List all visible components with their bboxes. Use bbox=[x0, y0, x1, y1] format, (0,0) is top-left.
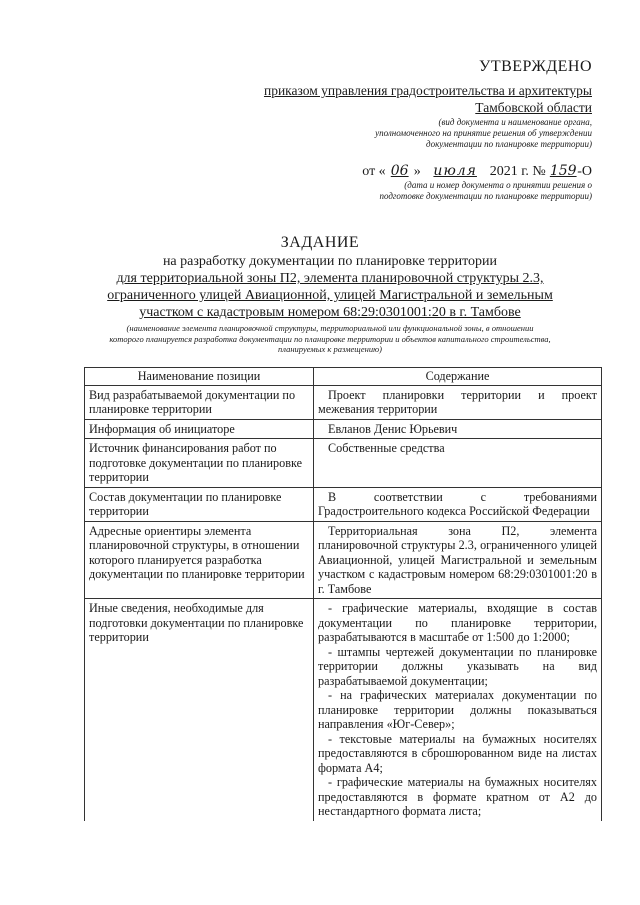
table-row bbox=[85, 521, 602, 599]
approval-note-line2: уполномоченного на принятие решения об утверждении bbox=[375, 128, 592, 138]
row-name: Вид разрабатываемой документации по планировке территории bbox=[85, 385, 314, 419]
table-row bbox=[85, 385, 602, 419]
subject-line2: для территориальной зоны П2, элемента планировочной структуры 2.3, bbox=[116, 271, 544, 286]
subject-line1: на разработку документации по планировке территории bbox=[162, 254, 498, 269]
row-content-list bbox=[314, 599, 602, 821]
list-item: - текстовые материалы на бумажных носителях предоставляются в сброшюрованном виде на листах формата А4; bbox=[318, 731, 597, 775]
subject-note-line1: (наименование элемента планировочной структуры, территориальной или функциональной зоны, в отношении bbox=[126, 323, 534, 333]
order-suffix: -О bbox=[577, 164, 592, 179]
list-item: - графические материалы на бумажных носителях предоставляются в формате кратном от А2 до нестандартного формата листа; bbox=[318, 775, 597, 818]
subject-note bbox=[70, 323, 590, 355]
order-note-line2: подготовке документации по планировке территории) bbox=[379, 191, 592, 201]
approval-authority-line1: приказом управления градостроительства и архитектуры bbox=[263, 83, 592, 98]
list-item: - штампы чертежей документации по планировке территории должны указывать на вид разрабатываемой документации; bbox=[318, 644, 597, 688]
document-title: ЗАДАНИЕ bbox=[280, 234, 360, 251]
row-content: Территориальная зона П2, элемента планировочной структуры 2.3, ограниченного улицей Авиационной, улицей Магистральной и земельным участком с кадастровым номером 68:29:0301001:20 в г. Тамбове bbox=[314, 521, 602, 599]
row-name: Состав документации по планировке территории bbox=[85, 487, 314, 521]
order-line bbox=[362, 163, 592, 180]
table-row bbox=[85, 439, 602, 488]
approval-title: УТВЕРЖДЕНО bbox=[478, 58, 592, 75]
document-subject bbox=[60, 253, 600, 321]
specification-table bbox=[84, 367, 602, 821]
order-month: июля bbox=[433, 163, 477, 179]
order-note bbox=[379, 180, 592, 202]
order-prefix: от « bbox=[362, 164, 386, 179]
approval-note-line3: документации по планировке территории) bbox=[426, 139, 592, 149]
list-item: - графические материалы, входящие в состав документации по планировке территории, разрабатываются в масштабе от 1:500 до 1:2000; bbox=[318, 601, 597, 644]
column-header-content: Содержание bbox=[314, 368, 602, 386]
order-note-line1: (дата и номер документа о принятии решения о bbox=[404, 180, 592, 190]
order-quote-close: » bbox=[413, 164, 421, 179]
column-header-position: Наименование позиции bbox=[85, 368, 314, 386]
approval-note bbox=[375, 117, 592, 150]
order-year: 2021 г. № bbox=[489, 164, 546, 179]
table-header-row bbox=[85, 368, 602, 386]
row-name: Источник финансирования работ по подготовке документации по планировке территории bbox=[85, 439, 314, 488]
row-content: Евланов Денис Юрьевич bbox=[314, 419, 602, 439]
row-name: Информация об инициаторе bbox=[85, 419, 314, 439]
table-row bbox=[85, 487, 602, 521]
table-row bbox=[85, 599, 602, 821]
subject-note-line2: которого планируется разработка документации по планировке территории и объектов капитального строительства, bbox=[109, 333, 551, 344]
row-name: Иные сведения, необходимые для подготовки документации по планировке территории bbox=[85, 599, 314, 821]
row-content: Проект планировки территории и проект межевания территории bbox=[314, 385, 602, 419]
list-item: - на графических материалах документации по планировке территории должны показываться направления «Юг-Север»; bbox=[318, 688, 597, 731]
row-name: Адресные ориентиры элемента планировочной структуры, в отношении которого планируется разработка документации по планировке территории bbox=[85, 521, 314, 599]
subject-line3: ограниченного улицей Авиационной, улицей Магистральной и земельным bbox=[107, 288, 553, 303]
approval-note-line1: (вид документа и наименование органа, bbox=[438, 117, 592, 127]
order-day: 06 bbox=[390, 163, 409, 179]
order-number: 159 bbox=[549, 163, 577, 179]
approval-authority-line2: Тамбовской области bbox=[475, 100, 592, 115]
subject-line4: участком с кадастровым номером 68:29:0301001:20 в г. Тамбове bbox=[139, 305, 521, 320]
row-content: Собственные средства bbox=[314, 439, 602, 488]
table-row bbox=[85, 419, 602, 439]
row-content: В соответствии с требованиями Градостроительного кодекса Российской Федерации bbox=[314, 487, 602, 521]
approval-authority bbox=[264, 82, 592, 116]
subject-note-line3: планируемых к размещению) bbox=[278, 344, 382, 354]
